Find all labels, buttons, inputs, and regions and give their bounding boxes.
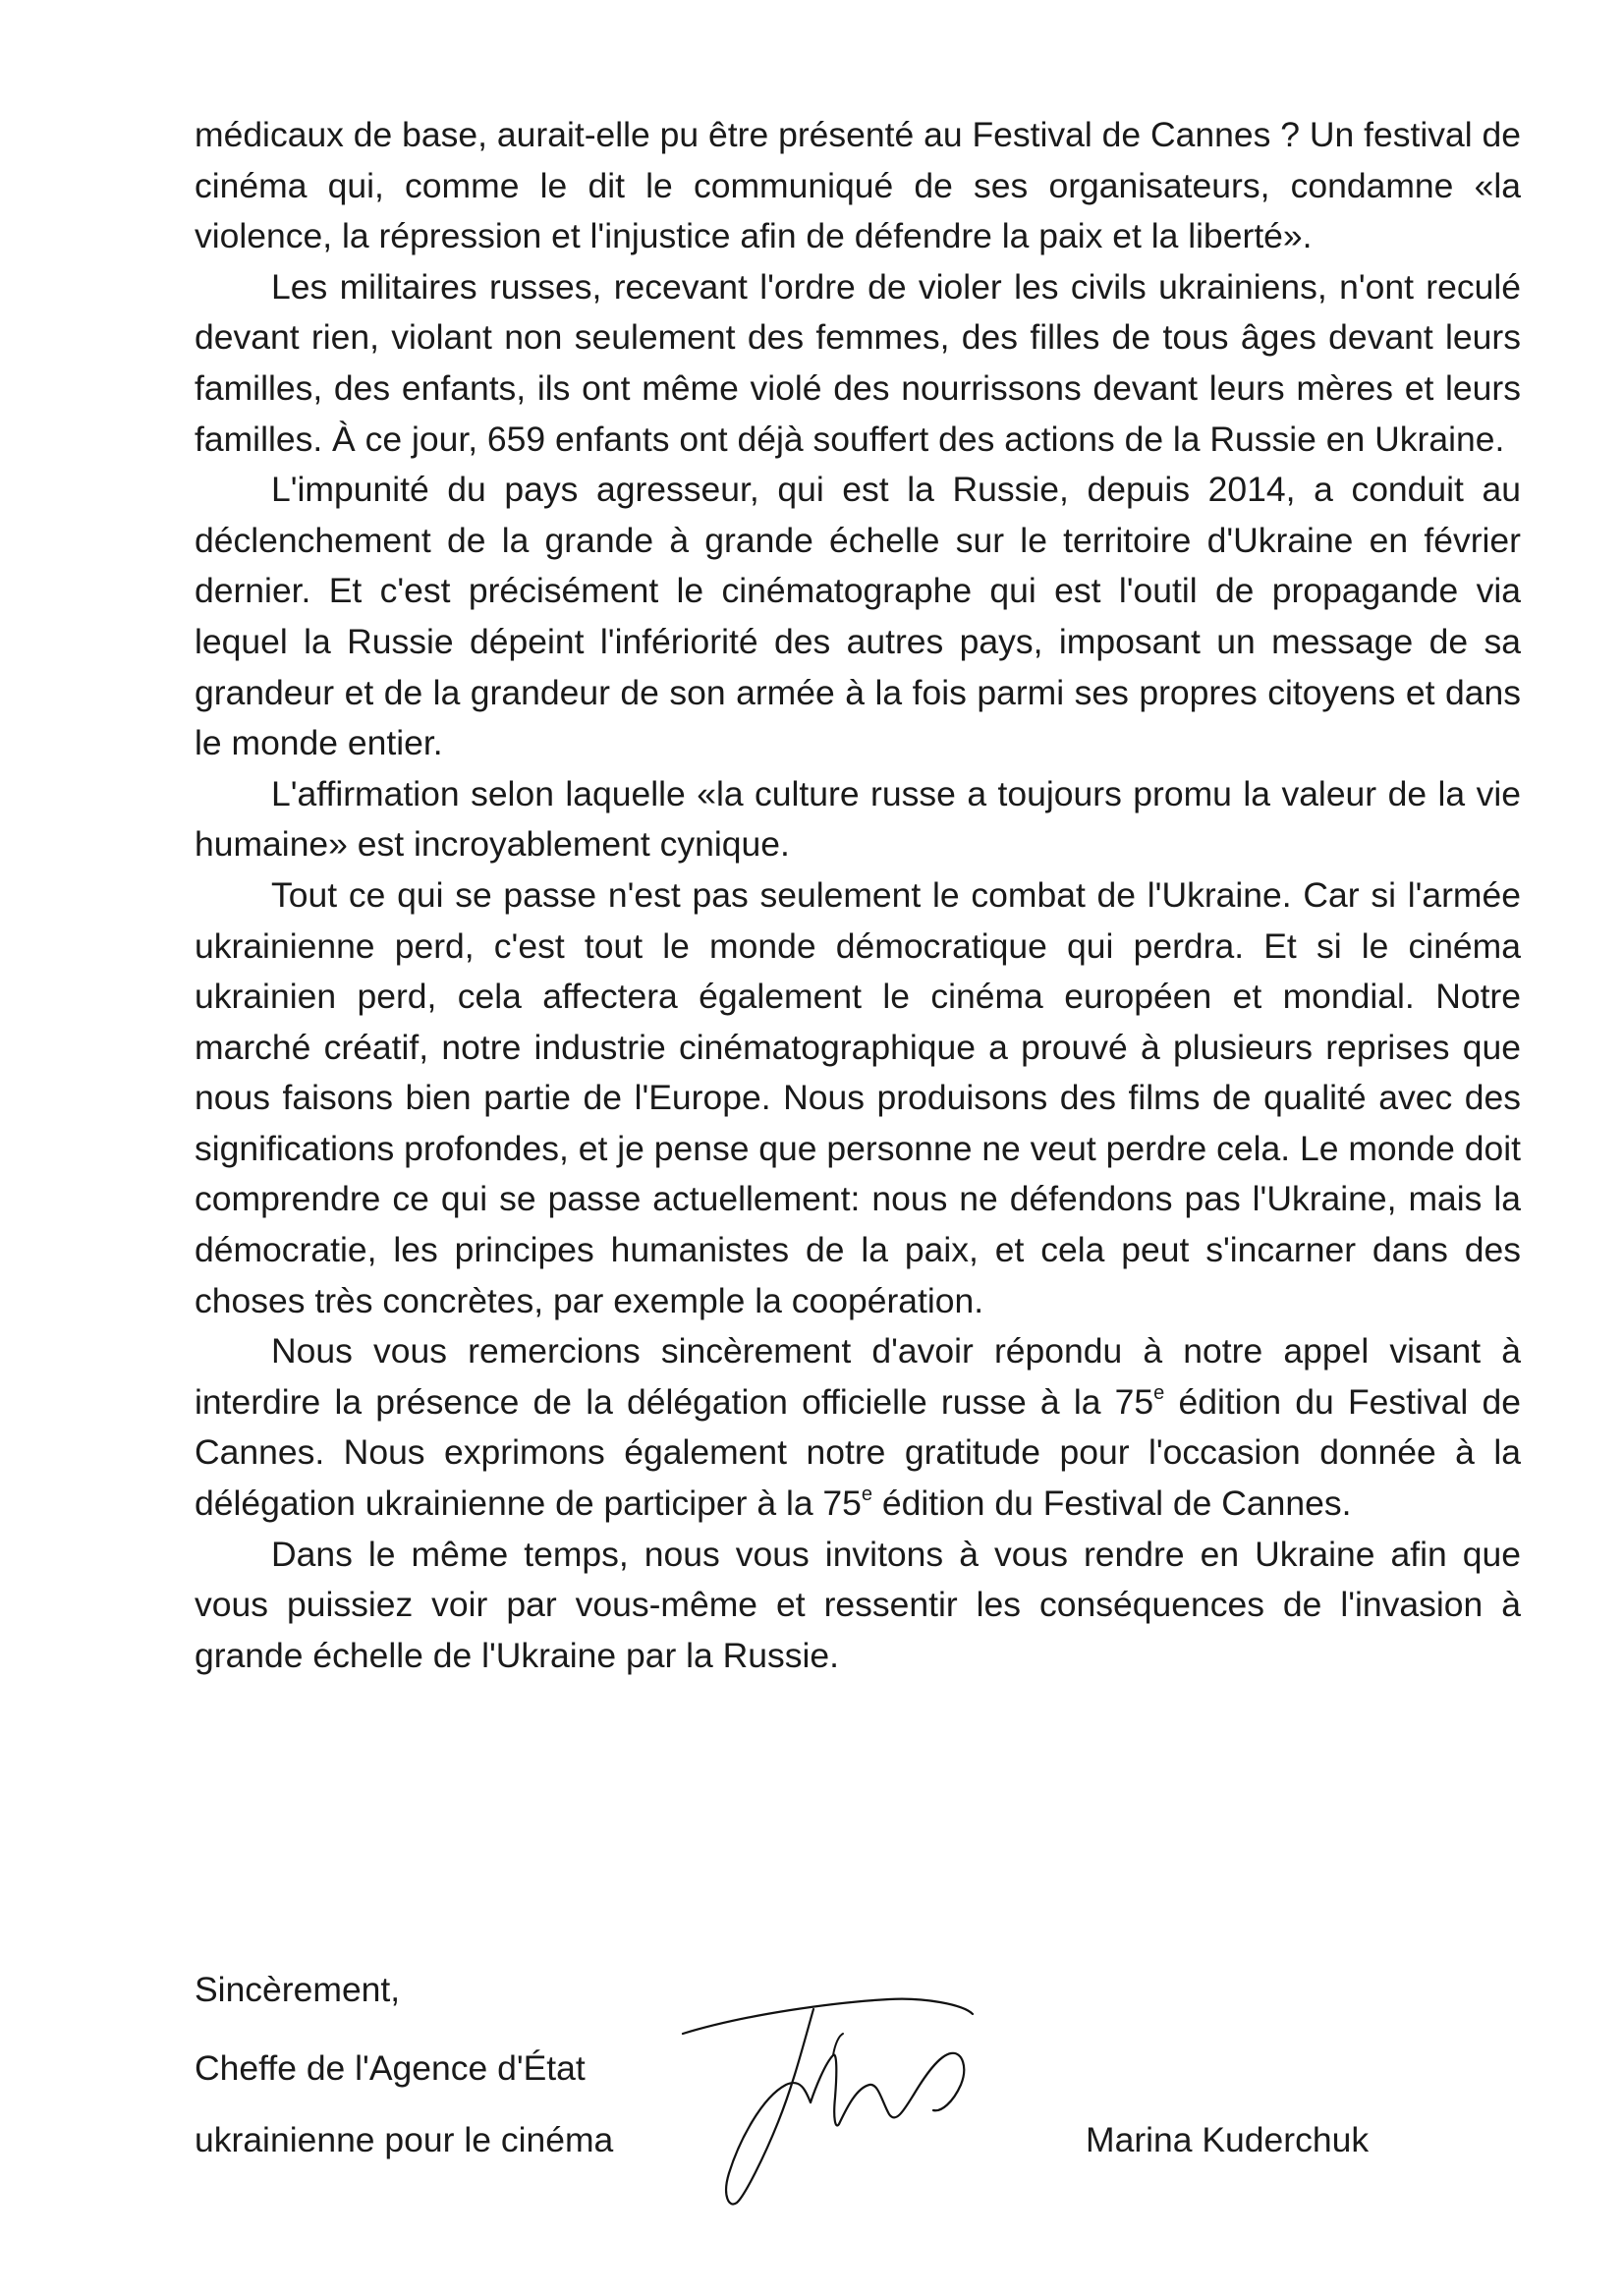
paragraph-6-part-1: Nous vous remercions sincèrement d'avoir répondu à notre appel visant à interdire la présence de la délégation officielle russe à la 75 [195,1331,1521,1422]
signer-title-line-1: Cheffe de l'Agence d'État [195,2048,586,2088]
paragraph-5: Tout ce qui se passe n'est pas seulement le combat de l'Ukraine. Car si l'armée ukrainienne perd, c'est tout le monde démocratique qui perdra. Et si le cinéma ukrainien perd, cela affectera également le cinéma européen et mondial. Notre marché créatif, notre industrie cinématographique a prouvé à plusieurs reprises que nous faisons bien partie de l'Europe. Nous produisons des films de qualité avec des significations profondes, et je pense que personne ne veut perdre cela. Le monde doit comprendre ce qui se passe actuellement: nous ne défendons pas l'Ukraine, mais la démocratie, les principes humanistes de la paix, et cela peut s'incarner dans des choses très concrètes, par exemple la coopération. [195,874,1521,1320]
paragraph-2: Les militaires russes, recevant l'ordre de violer les civils ukrainiens, n'ont reculé devant rien, violant non seulement des femmes, des filles de tous âges devant leurs familles, des enfants, ils ont même violé des nourrissons devant leurs mères et leurs familles. À ce jour, 659 enfants ont déjà souffert des actions de la Russie en Ukraine. [195,266,1521,459]
ordinal-superscript: e [1153,1382,1165,1405]
paragraph-6-part-2: édition du Festival de Cannes. Nous exprimons également notre gratitude pour l'occasion donnée à la délégation ukrainienne de participer à la 75 [195,1381,1521,1524]
signer-title-line-2: ukrainienne pour le cinéma [195,2120,614,2159]
paragraph-6 [195,1326,1521,1529]
paragraph-3: L'impunité du pays agresseur, qui est la Russie, depuis 2014, a conduit au déclenchement de la grande à grande échelle sur le territoire d'Ukraine en février dernier. Et c'est précisément le cinématographe qui est l'outil de propagande via lequel la Russie dépeint l'infériorité des autres pays, imposant un message de sa grandeur et de la grandeur de son armée à la fois parmi ses propres citoyens et dans le monde entier. [195,470,1521,763]
closing-salutation: Sincèrement, [195,1970,401,2009]
letter-body [195,110,1521,1681]
paragraph-6-part-3: édition du Festival de Cannes. [872,1483,1352,1524]
ordinal-superscript: e [861,1483,873,1506]
signer-name: Marina Kuderchuk [1086,2120,1370,2159]
paragraph-4: L'affirmation selon laquelle «la culture russe a toujours promu la valeur de la vie humaine» est incroyablement cynique. [195,773,1521,865]
handwritten-signature [668,1994,1002,2211]
paragraph-1: médicaux de base, aurait-elle pu être présenté au Festival de Cannes ? Un festival de cinéma qui, comme le dit le communiqué de ses organisateurs, condamne «la violence, la répression et l'injustice afin de défendre la paix et la liberté». [195,115,1521,256]
paragraph-7: Dans le même temps, nous vous invitons à vous rendre en Ukraine afin que vous puissiez voir par vous-même et ressentir les conséquences de l'invasion à grande échelle de l'Ukraine par la Russie. [195,1534,1521,1675]
